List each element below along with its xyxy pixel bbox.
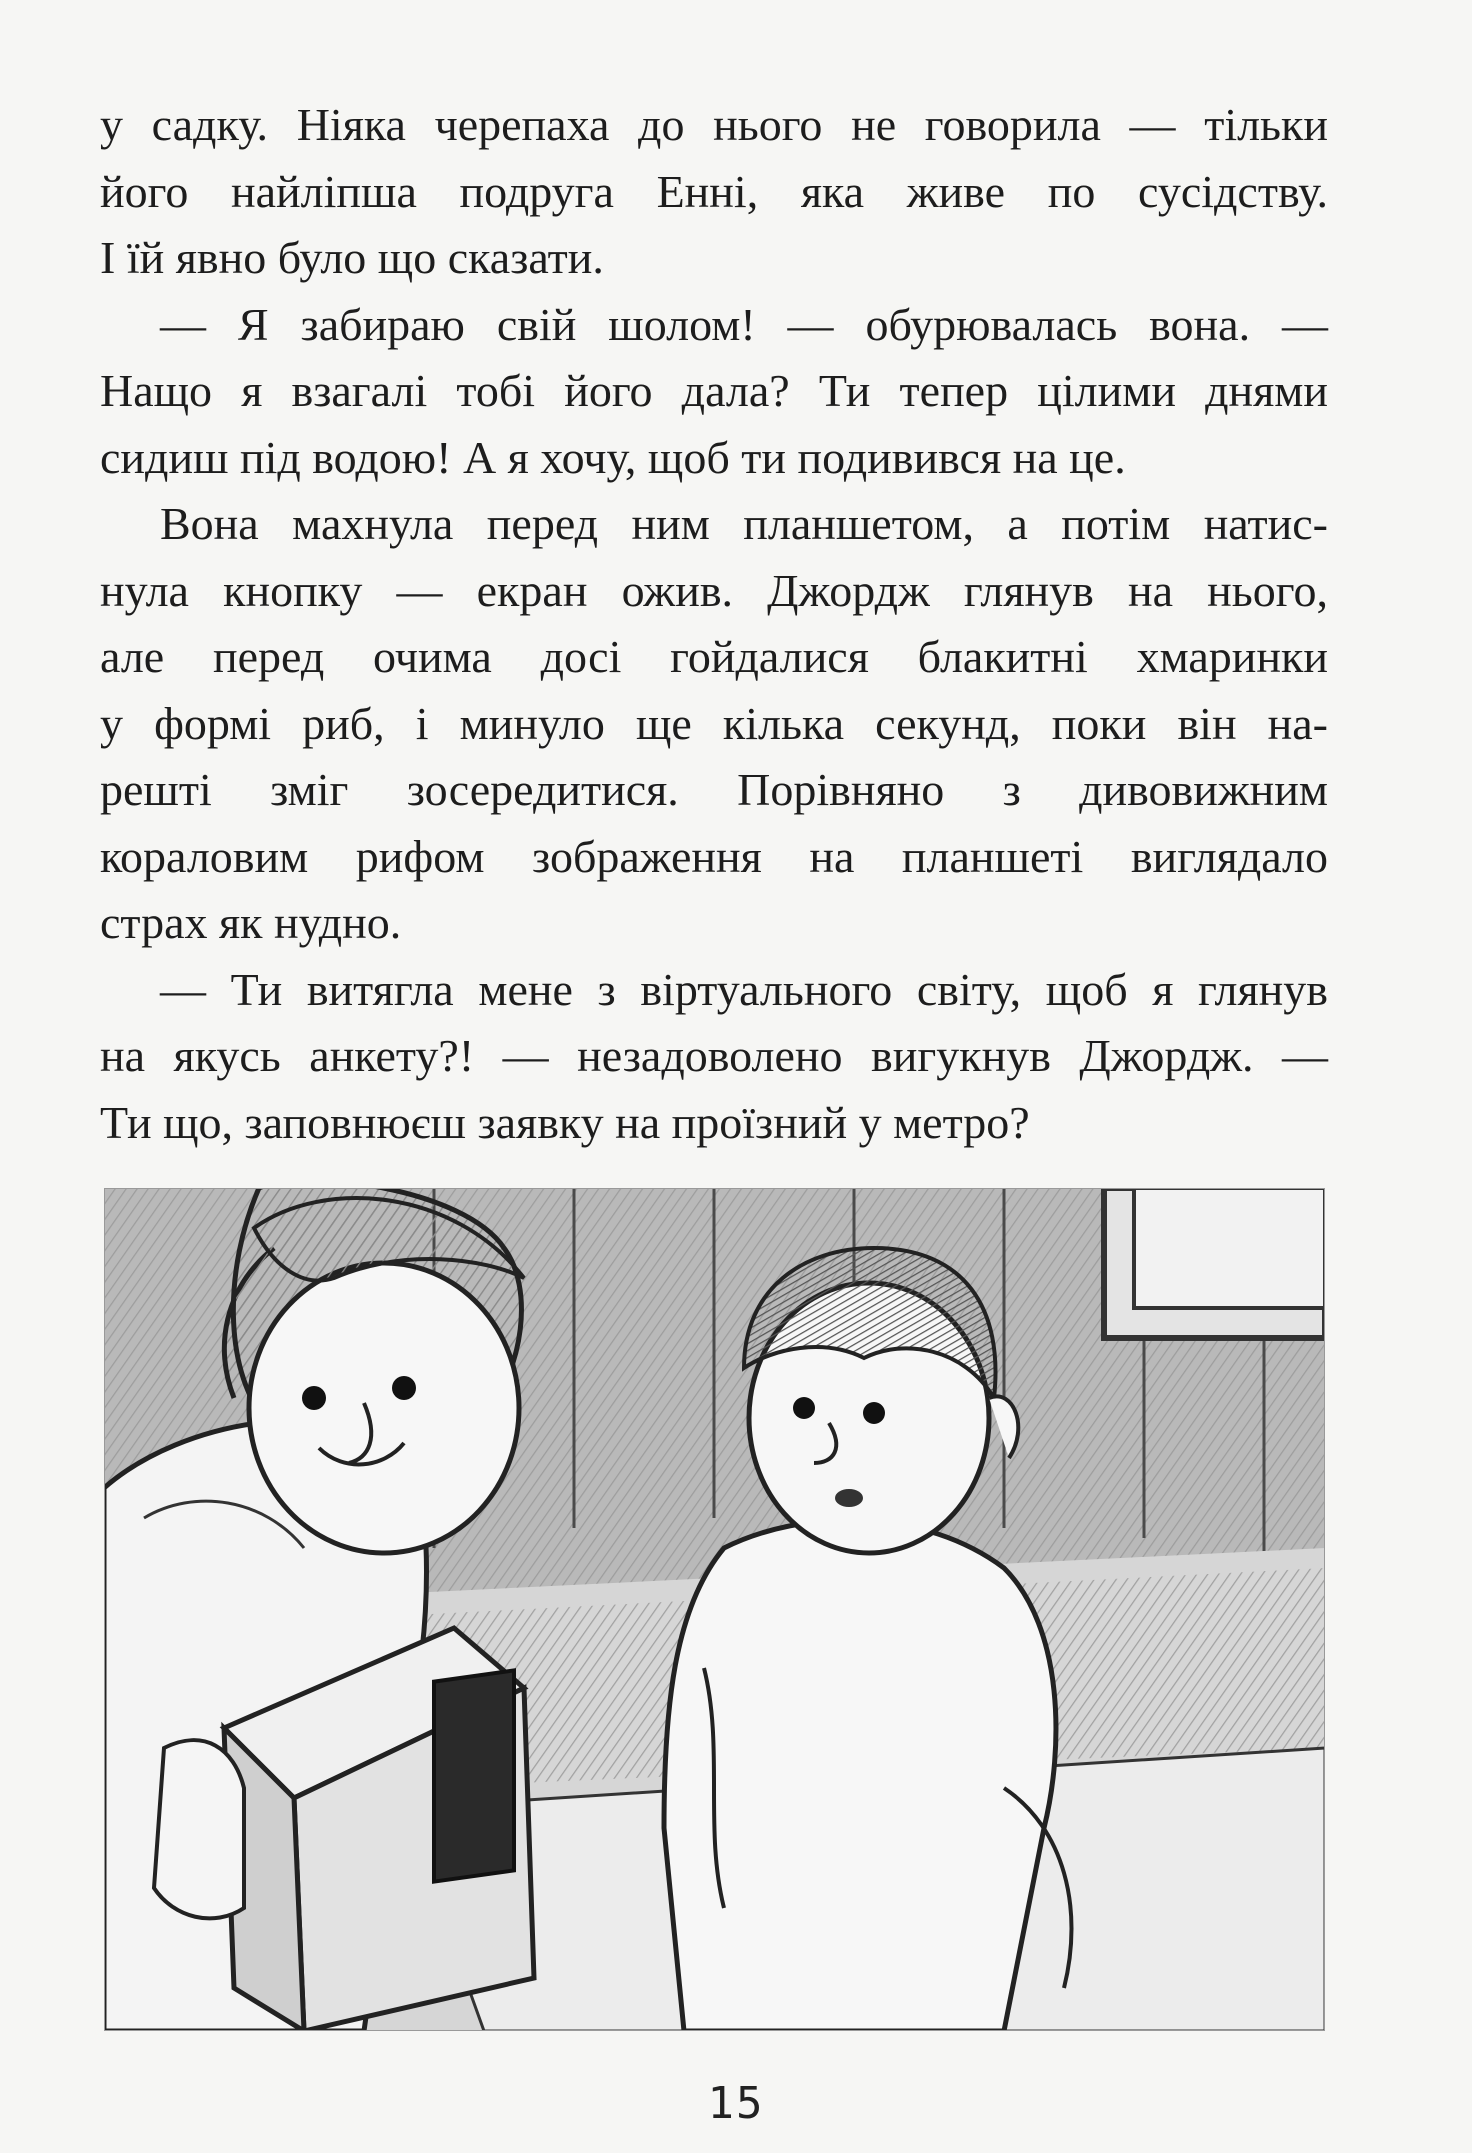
text-line: І їй явно було що сказати. (100, 232, 604, 283)
text-line: у садку. Ніяка черепаха до нього не говорила — тільки (100, 99, 1328, 150)
text-line: сидиш під водою! А я хочу, щоб ти подивився на це. (100, 431, 1126, 483)
text-line: кораловим рифом зображення на планшеті виглядало (100, 830, 1328, 882)
text-line: Вона махнула перед ним планшетом, а потім натис- (160, 498, 1328, 549)
body-text (100, 92, 1328, 1156)
text-line: на якусь анкету?! — незадоволено вигукнув Джордж. — (100, 1030, 1328, 1081)
text-line: — Я забираю свій шолом! — обурювалась вона. — (160, 298, 1328, 350)
page-number: 15 (707, 2078, 765, 2129)
text-line: його найліпша подруга Енні, яка живе по сусідству. (100, 165, 1328, 217)
text-line: решті зміг зосередитися. Порівняно з дивовижним (100, 764, 1328, 815)
text-line: у формі риб, і минуло ще кілька секунд, поки він на- (100, 697, 1328, 749)
text-line: але перед очима досі гойдалися блакитні хмаринки (100, 631, 1328, 682)
text-line: страх як нудно. (100, 897, 402, 948)
illustration-annie-george (104, 1188, 1325, 2031)
illustration-drawing (104, 1188, 1325, 2031)
text-line: нула кнопку — екран ожив. Джордж глянув на нього, (100, 564, 1328, 616)
text-line: Нащо я взагалі тобі його дала? Ти тепер цілими днями (100, 365, 1328, 416)
text-line: Ти що, заповнюєш заявку на проїзний у метро? (100, 1096, 1030, 1148)
text-line: — Ти витягла мене з віртуального світу, щоб я глянув (160, 963, 1328, 1015)
